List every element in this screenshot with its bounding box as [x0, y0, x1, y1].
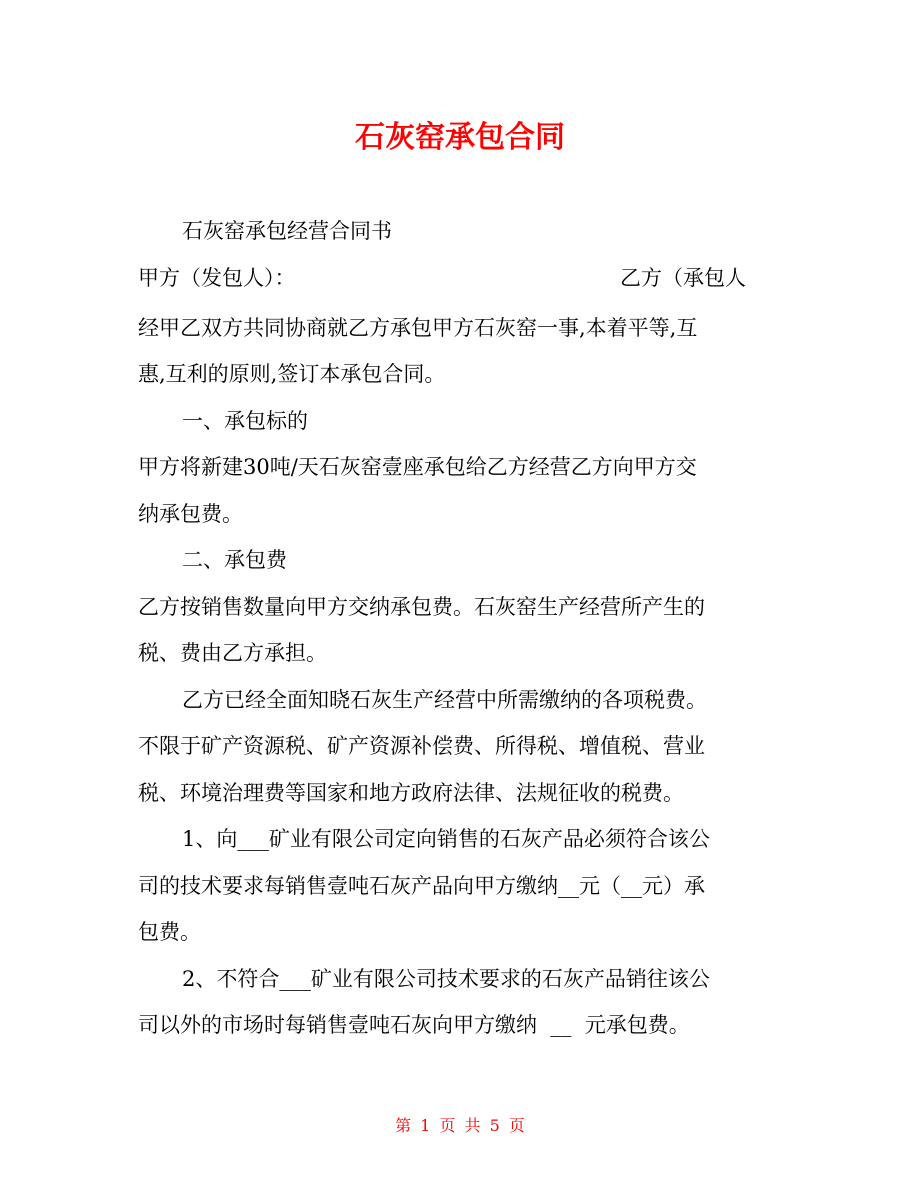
page-number: 第 1 页 共 5 页	[395, 1116, 525, 1135]
body-line: 司的技术要求每销售壹吨石灰产品向甲方缴纳__元（__元）承	[138, 874, 705, 898]
body-line: 司以外的市场时每销售壹吨石灰向甲方缴纳 __ 元承包费。	[138, 1013, 690, 1037]
body-line: 经甲乙双方共同协商就乙方承包甲方石灰窑一事,本着平等,互	[138, 316, 698, 340]
body-line: 惠,互利的原则,签订本承包合同。	[138, 362, 446, 386]
section-heading: 一、承包标的	[182, 409, 308, 433]
body-line: 纳承包费。	[138, 502, 243, 526]
body-line: 税、环境治理费等国家和地方政府法律、法规征收的税费。	[138, 781, 684, 805]
body-line: 税、费由乙方承担。	[138, 641, 327, 665]
clause-item: 2、不符合___矿业有限公司技术要求的石灰产品销往该公	[182, 967, 710, 991]
clause-item: 1、向___矿业有限公司定向销售的石灰产品必须符合该公	[182, 827, 710, 851]
body-line: 乙方按销售数量向甲方交纳承包费。石灰窑生产经营所产生的	[138, 595, 705, 619]
party-a-label: 甲方（发包人）：	[138, 266, 296, 290]
document-subtitle: 石灰窑承包经营合同书	[182, 219, 392, 243]
body-line: 乙方已经全面知晓石灰生产经营中所需缴纳的各项税费。	[182, 688, 707, 712]
party-b-label: 乙方（承包人	[620, 266, 746, 290]
section-heading: 二、承包费	[182, 548, 287, 572]
body-line: 甲方将新建30吨/天石灰窑壹座承包给乙方经营乙方向甲方交	[138, 455, 697, 479]
body-line: 不限于矿产资源税、矿产资源补偿费、所得税、增值税、营业	[138, 734, 705, 758]
page-title: 石灰窑承包合同	[355, 120, 565, 155]
body-line: 包费。	[138, 920, 201, 944]
